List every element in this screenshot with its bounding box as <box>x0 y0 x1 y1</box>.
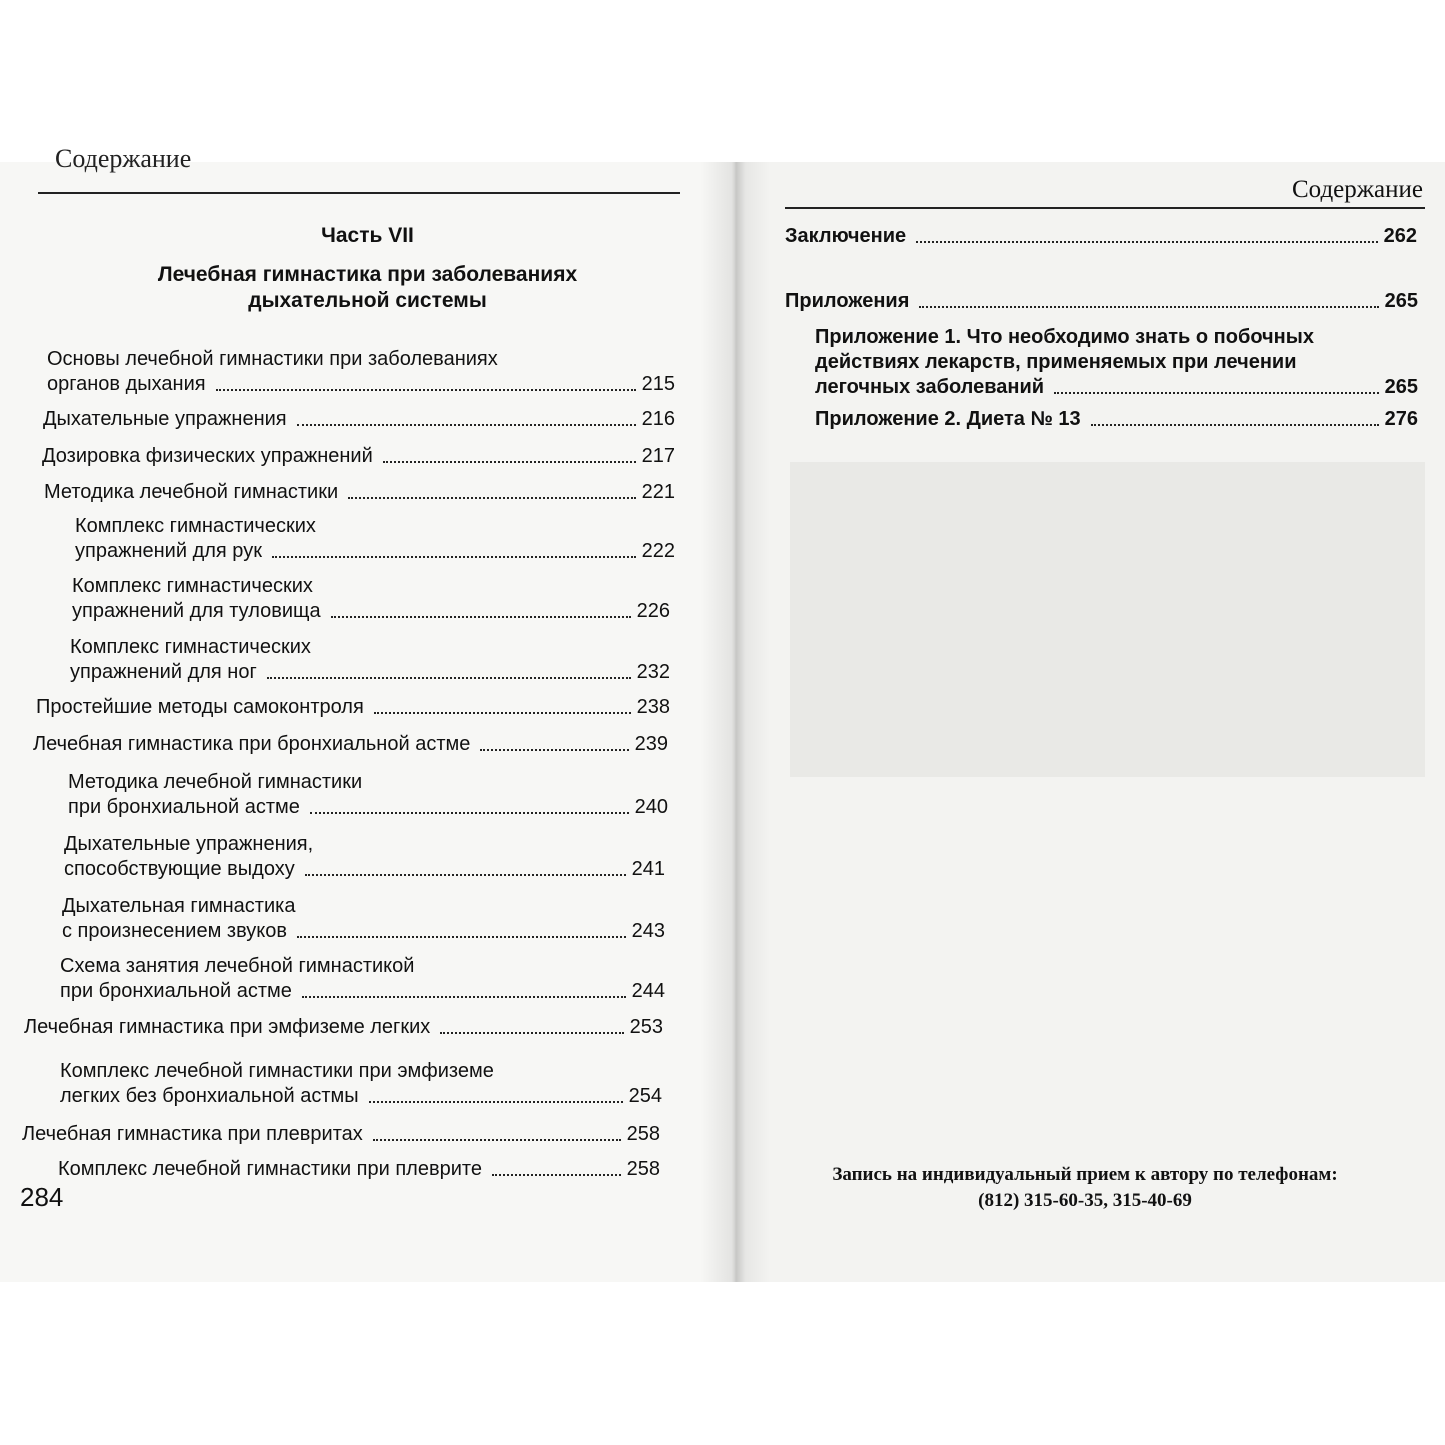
left-toc-entry <box>60 1059 662 1109</box>
right-toc-entry-leader <box>1054 392 1379 394</box>
left-toc-entry-title: Комплекс гимнастических <box>75 515 316 537</box>
left-toc-entry-leader <box>297 424 636 426</box>
appointment-note <box>790 1162 1380 1214</box>
left-toc-entry-page: 241 <box>631 858 665 880</box>
left-toc-entry-page: 243 <box>631 920 665 942</box>
left-toc-entry-title: Дыхательные упражнения <box>43 408 287 430</box>
left-toc-entry-page: 254 <box>628 1085 662 1107</box>
right-toc-entry-title: Приложения <box>785 290 910 312</box>
left-toc-entry-title: Дыхательная гимнастика <box>62 895 296 917</box>
left-toc-entry <box>36 695 670 720</box>
left-toc-entry-title: Дыхательные упражнения, <box>64 833 314 855</box>
left-toc-entry <box>22 1122 660 1147</box>
book-gutter <box>700 162 770 1282</box>
right-page <box>735 162 1445 1282</box>
left-toc-entry <box>47 347 675 397</box>
left-toc-entry-page: 253 <box>629 1016 663 1038</box>
left-toc-entry-title: органов дыхания <box>47 373 206 395</box>
left-toc-entry-leader <box>272 556 636 558</box>
left-toc-entry-page: 215 <box>641 373 675 395</box>
left-toc-entry-title: Лечебная гимнастика при эмфиземе легких <box>24 1016 431 1038</box>
left-toc-entry-page: 222 <box>641 540 675 562</box>
right-toc-entry-title: действиях лекарств, применяемых при лечении <box>815 351 1297 373</box>
left-toc-entry-title: при бронхиальной астме <box>60 980 292 1002</box>
left-toc-entry <box>60 954 665 1004</box>
right-toc-entry-title: Приложение 1. Что необходимо знать о побочных <box>815 326 1314 348</box>
left-toc-entry-title: Методика лечебной гимнастики <box>44 481 339 503</box>
left-toc-entry-page: 221 <box>641 481 675 503</box>
right-toc-entry-page: 265 <box>1384 376 1418 398</box>
page-number: 284 <box>20 1182 64 1212</box>
left-toc-entry-title: упражнений для ног <box>70 661 257 683</box>
left-toc-entry-leader <box>440 1032 623 1034</box>
bleed-through-area <box>790 462 1425 777</box>
left-toc-entry-leader <box>373 1139 621 1141</box>
left-toc-entry-page: 244 <box>631 980 665 1002</box>
right-toc-entry <box>815 407 1418 432</box>
left-toc-entry-title: Дозировка физических упражнений <box>42 445 373 467</box>
right-toc-entry-leader <box>919 306 1378 308</box>
left-toc-entry-title: Основы лечебной гимнастики при заболеваниях <box>47 348 498 370</box>
left-toc-entry-leader <box>310 812 629 814</box>
left-toc-entry-title: Простейшие методы самоконтроля <box>36 696 364 718</box>
left-toc-entry <box>24 1015 663 1040</box>
left-toc-entry-leader <box>492 1174 621 1176</box>
left-toc-entry-title: способствующие выдоху <box>64 858 295 880</box>
book-spread <box>0 144 1445 1282</box>
left-toc-entry-leader <box>348 497 636 499</box>
left-toc-entry-page: 258 <box>626 1123 660 1145</box>
left-toc-entry-title: Комплекс гимнастических <box>70 636 311 658</box>
left-toc-entry-leader <box>383 461 636 463</box>
left-page <box>0 144 735 1282</box>
left-header-rule <box>38 192 680 194</box>
left-toc-entry-title: Схема занятия лечебной гимнастикой <box>60 955 415 977</box>
appointment-note-line-2: (812) 315-60-35, 315-40-69 <box>978 1190 1192 1211</box>
right-toc-entry-title: Заключение <box>785 225 907 247</box>
left-toc-entry <box>42 444 675 469</box>
left-toc-entry <box>72 574 670 624</box>
left-toc-entry-page: 226 <box>636 600 670 622</box>
left-toc-entry-leader <box>302 996 626 998</box>
left-toc-entry-leader <box>297 936 626 938</box>
left-toc-entry-title: при бронхиальной астме <box>68 796 300 818</box>
left-toc-entry-page: 238 <box>636 696 670 718</box>
right-toc-entry-leader <box>916 241 1377 243</box>
left-toc-entry <box>64 832 665 882</box>
right-toc-entry <box>815 325 1418 400</box>
left-toc-entry <box>33 732 668 757</box>
left-toc-entry <box>62 894 665 944</box>
left-toc-entry-leader <box>267 677 631 679</box>
part-title: Часть VII <box>321 224 414 247</box>
left-toc-entry-page: 240 <box>634 796 668 818</box>
left-toc-entry-page: 239 <box>634 733 668 755</box>
left-running-header: Содержание <box>55 144 192 173</box>
left-toc-entry <box>70 635 670 685</box>
left-toc-entry-title: Комплекс гимнастических <box>72 575 313 597</box>
right-toc-entry <box>785 289 1418 314</box>
right-toc-entry-page: 262 <box>1383 225 1417 247</box>
left-toc-entry-page: 258 <box>626 1158 660 1180</box>
right-toc-entry-title: Приложение 2. Диета № 13 <box>815 408 1081 430</box>
left-toc-entry-page: 216 <box>641 408 675 430</box>
left-toc-entry <box>68 770 668 820</box>
left-toc-entry-leader <box>216 389 636 391</box>
section-title <box>0 262 735 314</box>
right-toc-entry-page: 265 <box>1384 290 1418 312</box>
left-toc-entry-leader <box>369 1101 623 1103</box>
right-running-header: Содержание <box>1292 176 1423 203</box>
left-toc-entry-title: упражнений для рук <box>75 540 262 562</box>
right-toc-entry-title: легочных заболеваний <box>815 376 1045 398</box>
left-toc-entry-page: 232 <box>636 661 670 683</box>
right-header-rule <box>785 207 1425 209</box>
left-toc-entry-title: Комплекс лечебной гимнастики при эмфиземе <box>60 1060 494 1082</box>
left-toc-entry-title: Лечебная гимнастика при бронхиальной астме <box>33 733 471 755</box>
left-toc-entry-leader <box>374 712 631 714</box>
left-toc-entry-leader <box>480 749 628 751</box>
left-toc-entry-page: 217 <box>641 445 675 467</box>
left-toc-entry-title: упражнений для туловища <box>72 600 321 622</box>
section-title-line-1: Лечебная гимнастика при заболеваниях <box>157 263 578 286</box>
right-toc-entry-page: 276 <box>1384 408 1418 430</box>
left-toc-entry <box>43 407 675 432</box>
left-toc-entry-leader <box>331 616 631 618</box>
left-toc-entry <box>75 514 675 564</box>
left-toc-entry <box>58 1157 660 1182</box>
section-title-line-2: дыхательной системы <box>248 289 487 312</box>
left-toc-entry-title: с произнесением звуков <box>62 920 287 942</box>
right-toc-entry-leader <box>1091 424 1379 426</box>
left-toc-entry-title: легких без бронхиальной астмы <box>60 1085 359 1107</box>
right-toc-entry <box>785 224 1417 249</box>
left-toc-entry <box>44 480 675 505</box>
left-toc-entry-leader <box>305 874 626 876</box>
left-toc-entry-title: Комплекс лечебной гимнастики при плеврите <box>58 1158 482 1180</box>
left-toc-entry-title: Методика лечебной гимнастики <box>68 771 363 793</box>
appointment-note-line-1: Запись на индивидуальный прием к автору по телефонам: <box>832 1164 1338 1185</box>
left-toc-entry-title: Лечебная гимнастика при плевритах <box>22 1123 363 1145</box>
